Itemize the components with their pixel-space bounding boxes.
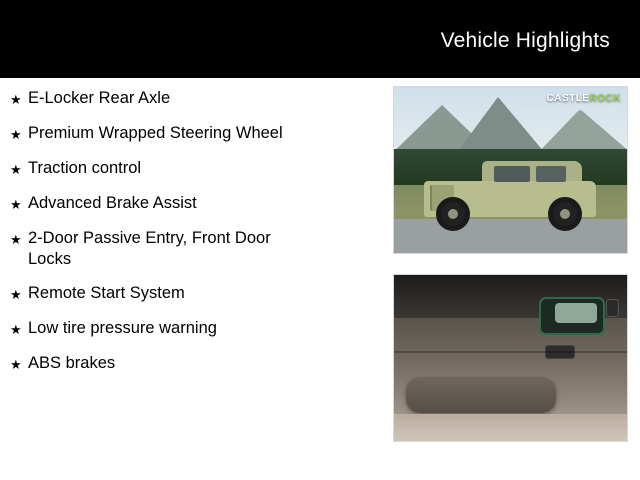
door-crease bbox=[394, 351, 627, 353]
feature-label: E-Locker Rear Axle bbox=[28, 89, 171, 107]
feature-label: ABS brakes bbox=[28, 354, 116, 372]
page-title: Vehicle Highlights bbox=[440, 29, 610, 52]
jeep-window bbox=[536, 166, 566, 182]
list-item bbox=[0, 228, 375, 270]
header-bar bbox=[0, 0, 640, 78]
dealer-watermark-sub: CHRYSLER DODGE JEEP RAM bbox=[525, 107, 617, 113]
photo-gallery bbox=[393, 86, 628, 462]
list-item bbox=[0, 158, 375, 180]
star-bullet-icon: ★ bbox=[10, 357, 22, 372]
list-item bbox=[0, 353, 375, 375]
feature-list bbox=[0, 78, 375, 388]
list-item bbox=[0, 193, 375, 215]
list-item bbox=[0, 318, 375, 340]
dealer-watermark-main: CASTLE bbox=[546, 93, 590, 104]
list-item bbox=[0, 283, 375, 305]
star-bullet-icon: ★ bbox=[10, 162, 22, 177]
feature-label: Premium Wrapped Steering Wheel bbox=[28, 124, 283, 142]
feature-label: Traction control bbox=[28, 159, 142, 177]
vehicle-door-panel-photo bbox=[393, 274, 628, 442]
feature-label: Advanced Brake Assist bbox=[28, 194, 197, 212]
star-bullet-icon: ★ bbox=[10, 322, 22, 337]
door-handle bbox=[555, 303, 597, 323]
door-panel bbox=[394, 275, 627, 441]
slide-content bbox=[0, 78, 640, 480]
star-bullet-icon: ★ bbox=[10, 127, 22, 142]
door-lock-knob bbox=[606, 299, 619, 317]
list-item bbox=[0, 123, 375, 145]
list-item bbox=[0, 88, 375, 110]
vehicle-exterior-photo bbox=[393, 86, 628, 254]
jeep-wheel bbox=[436, 197, 470, 231]
star-bullet-icon: ★ bbox=[10, 197, 22, 212]
door-armrest bbox=[406, 377, 556, 413]
star-bullet-icon: ★ bbox=[10, 287, 22, 302]
jeep-window bbox=[494, 166, 530, 182]
dealer-watermark bbox=[547, 93, 621, 104]
feature-label: Low tire pressure warning bbox=[28, 319, 217, 337]
door-bottom-trim bbox=[394, 414, 627, 441]
feature-label: 2-Door Passive Entry, Front Door Locks bbox=[28, 229, 271, 268]
feature-label: Remote Start System bbox=[28, 284, 185, 302]
dealer-watermark-accent: ROCK bbox=[589, 93, 621, 104]
star-bullet-icon: ★ bbox=[10, 92, 22, 107]
jeep-wheel bbox=[548, 197, 582, 231]
star-bullet-icon: ★ bbox=[10, 232, 22, 247]
jeep-vehicle bbox=[424, 159, 596, 231]
